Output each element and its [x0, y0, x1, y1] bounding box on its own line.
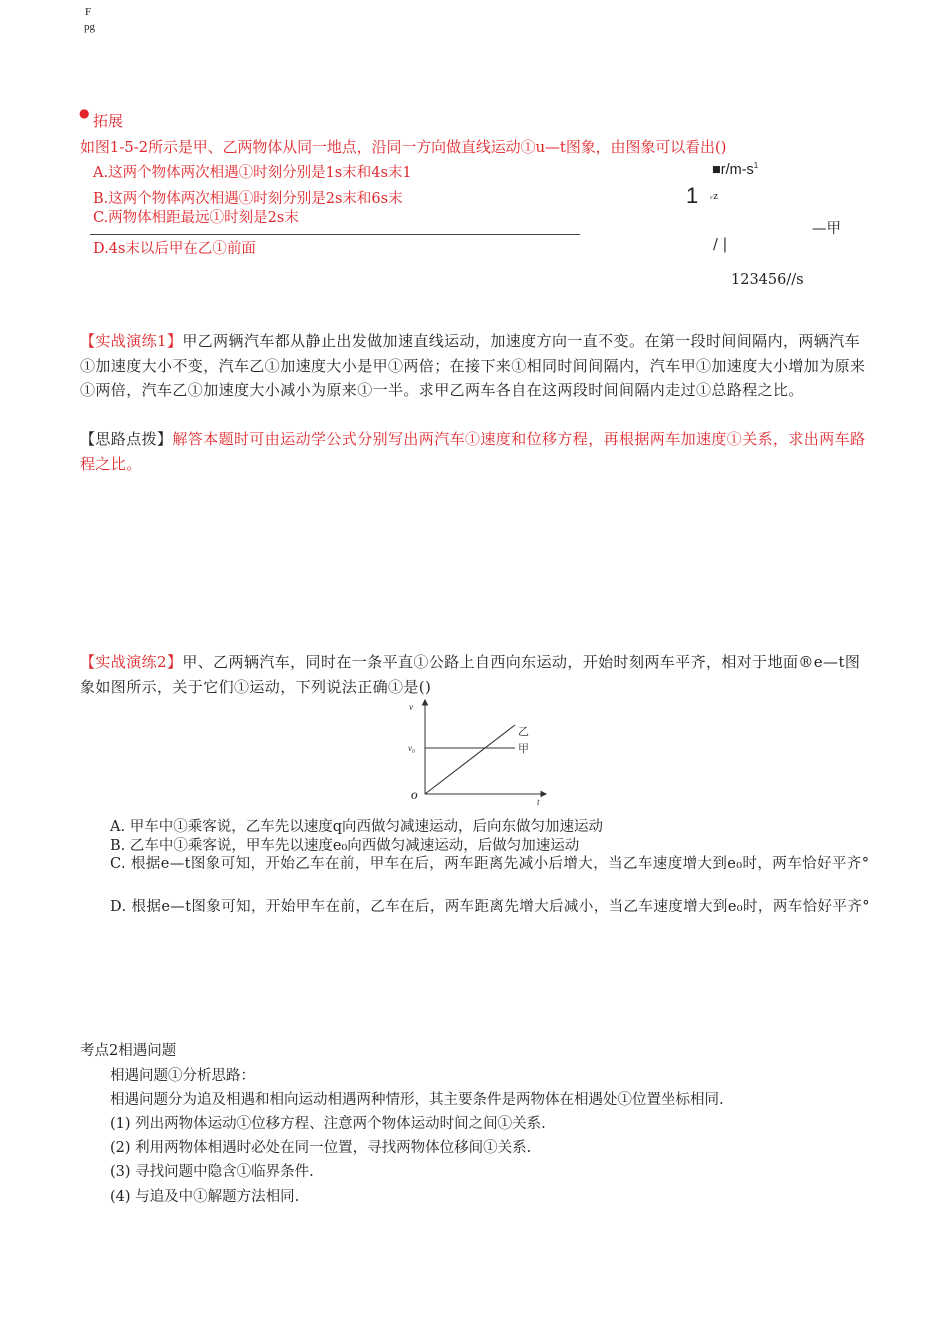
practice1-body: 甲乙两辆汽车都从静止出发做加速直线运动，加速度方向一直不变。在第一段时间间隔内，两辆汽车①加速度大小不变，汽车乙①加速度大小是甲①两倍；在接下来①相同时间间隔内，汽车甲①加速度大小增加为原来①两倍，汽车乙①加速度大小减小为原来①一半。求甲乙两车各自在这两段时间间隔内走过①总路程之比。	[80, 332, 866, 399]
section-title-extend: 拓展	[93, 112, 124, 130]
practice2-tag: 【实战演练2】	[80, 653, 183, 671]
chart-x-label: t	[537, 797, 540, 807]
practice2-body: 甲、乙两辆汽车，同时在一条平直①公路上自西向东运动，开始时刻两车平齐，相对于地面	[182, 653, 799, 671]
topic2-line: 相遇问题分为追及相遇和相向运动相遇两种情形，其主要条件是两物体在相遇处①位置坐标相同.	[110, 1092, 724, 1108]
practice1-hint-text: 解答本题时可由运动学公式分别写出两汽车①速度和位移方程，再根据两车加速度①关系，求出两车路程之比。	[80, 430, 866, 473]
extend-option-d: D.4s末以后甲在乙①前面	[93, 241, 256, 257]
bullet-dot-icon: ●	[79, 106, 90, 120]
practice2-body-symbol: ®e—	[798, 653, 839, 671]
practice2-option-c: C. 根据e—t图象可知，开始乙车在前，甲车在后，两车距离先减小后增大，当乙车速度增大到e₀时，两车恰好平齐°	[110, 856, 870, 872]
practice2-paragraph	[80, 650, 870, 699]
figure-mark-z: ᵣz	[710, 192, 718, 202]
extend-question: 如图1-5-2所示是甲、乙两物体从同一地点，沿同一方向做直线运动①u—t图象，由图象可以看出()	[80, 138, 727, 156]
extend-option-b: B.这两个物体两次相遇①时刻分别是2s末和6s末	[93, 191, 403, 207]
topic2-title: 考点2相遇问题	[80, 1043, 177, 1059]
practice2-option-a: A. 甲车中①乘客说，乙车先以速度q向西做匀减速运动，后向东做匀加速运动	[110, 819, 603, 835]
chart-y-label: v	[409, 702, 413, 712]
series-label-0: 乙	[518, 725, 529, 738]
topic2-line: (4) 与追及中①解题方法相同.	[110, 1189, 300, 1205]
practice2-option-b: B. 乙车中①乘客说，甲车先以速度e₀向西做匀减速运动，后做匀加速运动	[110, 838, 580, 854]
series-label-1: 甲	[518, 742, 529, 755]
chart-y-tick-v0: v₀	[408, 743, 416, 753]
topic2-line: (1) 列出两物体运动①位移方程、注意两个物体运动时间之间①关系.	[110, 1116, 546, 1132]
y-axis-arrow-icon	[423, 700, 428, 705]
practice1-hint	[80, 427, 870, 476]
figure-legend-jia: —甲	[812, 221, 841, 237]
practice1-tag: 【实战演练1】	[80, 332, 183, 350]
figure-x-axis-ticks: 123456//s	[731, 272, 804, 288]
figure-slash: / |	[713, 237, 728, 253]
practice2-option-d: D. 根据e—t图象可知，开始甲车在前，乙车在后，两车距离先增大后减小，当乙车速度增大到e₀时，两车恰好平齐°	[110, 899, 870, 915]
header-code: pg	[84, 21, 95, 33]
topic2-line: (3) 寻找问题中隐含①临界条件.	[110, 1164, 314, 1180]
series-line-0	[425, 725, 515, 794]
figure-y-label: $■r/m-s^1$	[712, 161, 759, 178]
extend-option-a: A.这两个物体两次相遇①时刻分别是1s末和4s末1	[93, 165, 412, 181]
practice2-body-end: t图象如图所示，关于它们①运动，下列说法正确①是()	[80, 653, 861, 696]
chart-origin-label: O	[411, 791, 418, 801]
topic2-line: 相遇问题①分析思路：	[110, 1068, 255, 1084]
extend-option-c: C.两物体相距最远①时刻是2s末	[93, 210, 299, 226]
practice1-paragraph	[80, 329, 870, 403]
x-axis-arrow-icon	[541, 792, 546, 797]
header-letter: F	[85, 6, 92, 18]
figure-mark-one: 1	[686, 183, 699, 208]
vt-chart	[395, 698, 555, 810]
topic2-line: (2) 利用两物体相遇时必处在同一位置，寻找两物体位移间①关系.	[110, 1140, 532, 1156]
divider	[90, 234, 580, 235]
practice1-hint-tag: 【思路点拨】	[80, 430, 173, 448]
